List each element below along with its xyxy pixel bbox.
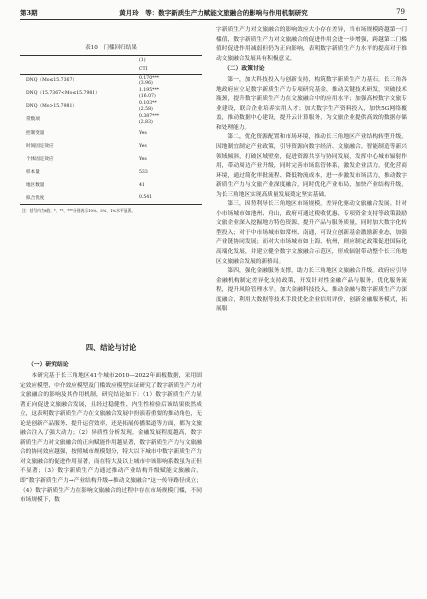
table-row — [20, 127, 202, 140]
paragraph-policy-3: 第三，因势利导长三角地区市场规模，差异化驱动文旅融合发展。针对小市场城市如池州、舟山，政府可通过税收优惠、专项资金支持等政策鼓励文旅企业深入挖掘地方特色资源，提升产品与服务质量，同时加大数字化转型投入；对于中市场城市如常州、南通，可设立创新基金激励新业态，加强产业链协同发展；而对大市场城市如上海、杭州，则应制定政策促进国际化高端化发展，并建立健全数字文旅融合示范区，形成辐射带动整个长三角地区文旅融合发展的新格局。 — [216, 201, 407, 265]
table-note: 注：括号内为t值；*、**、***分别表示10%、5%、1%水平显著。 — [22, 208, 136, 213]
subsection-heading-policy: （二）政策讨论 — [224, 66, 265, 73]
column-variable: CTI — [131, 65, 202, 75]
t-value: (3.96) — [139, 81, 153, 87]
table-row — [20, 179, 202, 192]
t-value: (2.83) — [139, 120, 153, 125]
paragraph-continued: 字新质生产力对文旅融合的影响效应大小存在差异，当市场规模跨越第一门槛值，数字新质生产力对文旅融合的促进作用会进一步增强，跨越第二门槛值时促进作用减弱但仍为正向影响，表明数字新质生产力水平的提高对于推动文旅融合发展具有积极意义。 — [216, 27, 407, 62]
row-value: 533 — [139, 169, 148, 175]
header-empty-cell — [20, 56, 131, 66]
left-text-column — [20, 341, 202, 506]
row-value — [131, 88, 202, 101]
issue-label: 第3期 — [20, 9, 38, 17]
table-row — [20, 114, 202, 127]
row-value: 0.541 — [131, 192, 202, 205]
threshold-regression-table — [20, 43, 202, 214]
table-row — [20, 153, 202, 166]
results-table — [20, 55, 202, 205]
paragraph-policy-2: 第二，优化资源配置和市场环境，推动长三角地区产业结构转型升级。因地制宜制定产业政策，引导资源向数字经济、文旅融合、智能制造等新兴领域倾斜，打破区域壁垒，促进资源共享与协同发展，发挥中心城市辐射作用，带动周边产业升级，同时完善市场监管体系，激发企业活力，优化营商环境，通过简化审批流程、降低物流成本，进一步激发市场活力，推动数字新质生产力与文旅产业深度融合，同时优化产业布局，加快产业结构升级，为长三角地区实现高质量发展奠定坚实基础。 — [216, 134, 407, 198]
table-row — [20, 140, 202, 153]
row-label: 控制变量 — [26, 131, 45, 136]
coefficient: 0.387*** — [139, 114, 160, 120]
column-number: (1) — [131, 56, 202, 66]
t-value: (16.07) — [139, 94, 156, 99]
right-text-column — [216, 26, 407, 315]
row-label: DNQ（Mo>15.7981） — [26, 104, 77, 110]
subsection-heading-conclusions: （一）研究结论 — [28, 362, 69, 368]
row-value — [131, 101, 202, 114]
row-value: Yes — [139, 156, 147, 162]
running-title: 黄月玲 等：数字新质生产力赋能文旅融合的影响与作用机制研究 — [119, 9, 308, 17]
t-value: (2.58) — [139, 107, 153, 112]
row-label: 地区数量 — [26, 183, 45, 188]
header-rule — [20, 19, 407, 20]
table-header-row — [20, 65, 202, 75]
row-label: DNQ（Mo≤15.7367） — [26, 78, 77, 84]
paragraph-policy-4: 第四，强化金融服务支撑，助力长三角地区文旅融合升级。政府应引导金融机构制定差异化支持政策，开发针对性金融产品与服务，优化服务流程，提升风险管理水平。加大金融科技投入，推动金融与数字新质生产力深度融合，利用大数据等技术手段优化企业信用评价，创新金融服务模式，拓展服 — [216, 268, 407, 313]
row-value: 41 — [139, 182, 145, 188]
paragraph-policy-1: 第一，加大科技投入与创新支持，构筑数字新质生产力基石。长三角各地政府应立足数字新质生产力专项研究基金，推动关键技术研发，突破技术瓶颈，提升数字新质生产力在文旅融合中的应用水平；加强高校数字文旅专业建设，联合企业培养实用人才；加大数字生产资料投入，加快5G网络覆盖，推动数据中心建设，提升云计算服务，为文旅企业提供高效的数据存储和处理能力。 — [216, 77, 407, 131]
paragraph-conclusions: 本研究基于长三角地区41个城市2010—2022年面板数据，采用固定效应模型、中介效应模型及门槛效应模型实证研究了数字新质生产力对文旅融合的影响及其作用机制，研究结论如下：（1）数字新质生产力显著正向促进文旅融合发展，且经过稳健性、内生性检验后该结果依然成立，这表明数字新质生产力在文旅融合发展中扮演着重要的推动角色，无论是创新产品服务、提升运营效率，还是拓展传播渠道等方面，都为文旅融合注入了强大动力；（2）异质性分析发现，金融发展程度越高，数字新质生产力对文旅融合的正向赋能作用越显著，数字新质生产力与文旅融合的协同效应越强，按照城市规模划分，特大以下城市中数字新质生产力对文旅融合的促进作用显著，而在特大及以上城市中该影响系数虽为正但不显著；（3）数字新质生产力通过推动产业结构升级赋能文旅融合，即“数字新质生产力→产业结构升级→推动文旅融合”这一传导路径成立；（4）数字新质生产力在影响文旅融合的过程中存在市场规模门槛，不同市场规模下，数 — [20, 373, 202, 504]
row-value — [131, 75, 202, 88]
table-caption: 表10 门槛回归结果 — [85, 45, 137, 51]
row-label: 时间固定效应 — [26, 144, 54, 149]
table-row — [20, 75, 202, 88]
row-value — [131, 114, 202, 127]
page-number: 79 — [396, 8, 405, 16]
row-label: DNQ（15.7367<Mo≤15.7981） — [26, 91, 100, 97]
header-empty-cell — [20, 65, 131, 75]
row-label: 样本量 — [26, 170, 40, 175]
row-value: Yes — [139, 143, 147, 149]
table-row — [20, 88, 202, 101]
row-value: Yes — [139, 130, 147, 136]
table-row — [20, 101, 202, 114]
table-header-row — [20, 56, 202, 66]
table-row — [20, 192, 202, 205]
coefficient: 1.195*** — [139, 88, 160, 94]
row-label: 个体固定效应 — [26, 157, 54, 162]
section-heading: 四、结论与讨论 — [85, 343, 137, 352]
coefficient: 0.103** — [139, 101, 157, 107]
table-row — [20, 166, 202, 179]
row-label: 拟合优度 — [20, 192, 131, 205]
coefficient: 0.170*** — [139, 75, 160, 81]
row-label: 常数项 — [26, 117, 40, 123]
